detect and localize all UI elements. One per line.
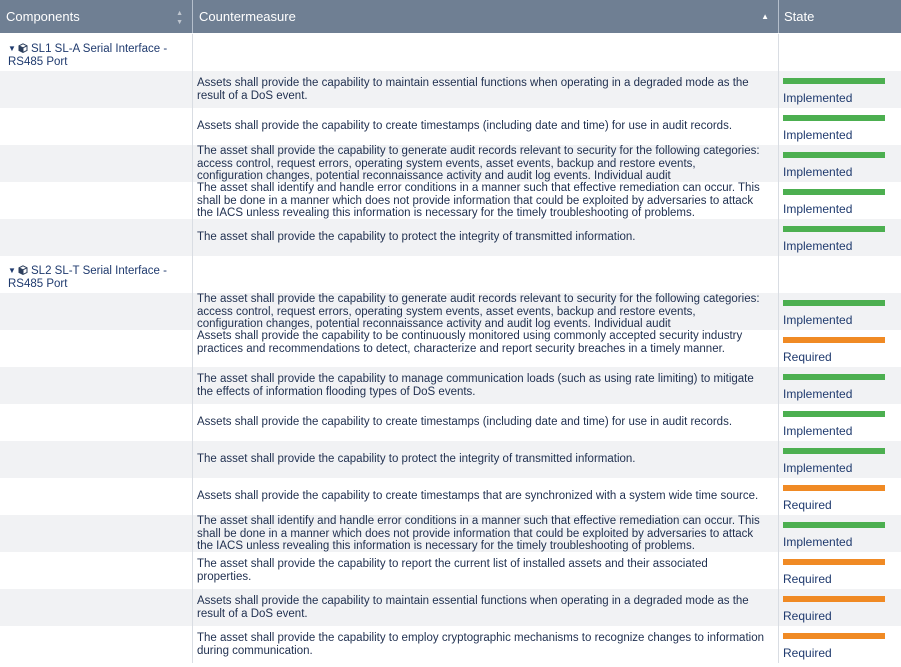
group-countermeasure-cell — [193, 34, 779, 71]
expand-toggle-icon[interactable]: ▼ — [8, 44, 16, 53]
sort-ascending-icon[interactable]: ▲ — [761, 12, 769, 21]
countermeasure-cell[interactable] — [193, 293, 779, 330]
state-label: Required — [783, 609, 832, 623]
countermeasure-cell[interactable] — [193, 182, 779, 219]
state-cell[interactable] — [779, 71, 901, 108]
state-cell[interactable] — [779, 367, 901, 404]
component-cell — [0, 589, 193, 626]
state-label: Implemented — [783, 202, 853, 216]
state-cell[interactable] — [779, 330, 901, 367]
countermeasure-cell[interactable] — [193, 108, 779, 145]
state-bar — [783, 78, 885, 84]
table-row[interactable] — [0, 589, 901, 626]
state-cell[interactable] — [779, 182, 901, 219]
component-cube-icon — [18, 265, 28, 275]
countermeasure-text: The asset shall identify and handle error conditions in a manner such that effective remediation can occur. This shall be done in a manner which does not provide information that could be exploited by adversaries to attack the IACS unless revealing this information is necessary for the timely troubleshooting of problems. — [197, 182, 760, 219]
state-cell[interactable] — [779, 108, 901, 145]
component-cell — [0, 367, 193, 404]
countermeasure-text: The asset shall provide the capability to protect the integrity of transmitted information. — [197, 231, 636, 244]
component-cell — [0, 219, 193, 256]
table-row[interactable] — [0, 293, 901, 330]
group-state-cell — [779, 34, 901, 71]
column-header-components[interactable] — [0, 0, 193, 33]
countermeasure-cell[interactable] — [193, 145, 779, 182]
component-cell — [0, 515, 193, 552]
table-row[interactable] — [0, 219, 901, 256]
column-header-state-label: State — [784, 9, 815, 24]
state-label: Implemented — [783, 535, 853, 549]
state-label: Implemented — [783, 424, 853, 438]
table-row[interactable] — [0, 145, 901, 182]
state-label: Implemented — [783, 461, 853, 475]
countermeasure-cell[interactable] — [193, 441, 779, 478]
group-component-cell[interactable] — [0, 34, 193, 71]
state-bar — [783, 152, 885, 158]
state-bar — [783, 596, 885, 602]
group-state-cell — [779, 256, 901, 293]
state-label: Implemented — [783, 387, 853, 401]
state-cell[interactable] — [779, 293, 901, 330]
component-cell — [0, 71, 193, 108]
countermeasure-text: The asset shall provide the capability to employ cryptographic mechanisms to recognize changes to information during communication. — [197, 632, 764, 657]
state-cell[interactable] — [779, 626, 901, 663]
state-cell[interactable] — [779, 145, 901, 182]
state-bar — [783, 337, 885, 343]
countermeasure-text: The asset shall provide the capability to protect the integrity of transmitted information. — [197, 453, 636, 466]
component-cell — [0, 330, 193, 367]
column-header-countermeasure[interactable] — [193, 0, 779, 33]
grid-header — [0, 0, 901, 33]
component-cell — [0, 441, 193, 478]
countermeasure-cell[interactable] — [193, 71, 779, 108]
state-bar — [783, 115, 885, 121]
countermeasure-cell[interactable] — [193, 478, 779, 515]
countermeasure-cell[interactable] — [193, 219, 779, 256]
table-row[interactable] — [0, 182, 901, 219]
table-row[interactable] — [0, 71, 901, 108]
state-cell[interactable] — [779, 515, 901, 552]
countermeasure-cell[interactable] — [193, 552, 779, 589]
group-label[interactable] — [8, 264, 188, 291]
countermeasure-text: The asset shall identify and handle error conditions in a manner such that effective remediation can occur. This shall be done in a manner which does not provide information that could be exploited by adversaries to attack the IACS unless revealing this information is necessary for the timely troubleshooting of problems. — [197, 515, 760, 552]
countermeasure-text: Assets shall provide the capability to create timestamps that are synchronized with a system wide time source. — [197, 490, 759, 503]
table-row[interactable] — [0, 330, 901, 367]
state-label: Required — [783, 572, 832, 586]
group-row[interactable] — [0, 34, 901, 71]
state-cell[interactable] — [779, 404, 901, 441]
group-label-text: SL2 SL-T Serial Interface - RS485 Port — [8, 265, 167, 290]
state-label: Required — [783, 350, 832, 364]
group-countermeasure-cell — [193, 256, 779, 293]
state-cell[interactable] — [779, 219, 901, 256]
state-bar — [783, 374, 885, 380]
countermeasure-text: The asset shall provide the capability to report the current list of installed assets and their associated properties. — [197, 558, 708, 583]
sort-icon[interactable]: ▲ ▼ — [176, 10, 183, 26]
state-bar — [783, 559, 885, 565]
column-header-state[interactable] — [779, 0, 901, 33]
state-label: Implemented — [783, 128, 853, 142]
group-component-cell[interactable] — [0, 256, 193, 293]
countermeasure-text: The asset shall provide the capability to generate audit records relevant to security for the following categories: access control, request errors, operating system events, asset events, backup and restore events, configuration changes, potential reconnaissance activity and audit log events. Individual audit — [197, 293, 760, 330]
countermeasure-text: Assets shall provide the capability to maintain essential functions when operating in a degraded mode as the result of a DoS event. — [197, 595, 749, 620]
countermeasure-text: The asset shall provide the capability to generate audit records relevant to security for the following categories: access control, request errors, operating system events, asset events, backup and restore events, configuration changes, potential reconnaissance activity and audit log events. Individual audit — [197, 145, 760, 182]
column-header-countermeasure-label: Countermeasure — [199, 9, 296, 24]
countermeasure-text: Assets shall provide the capability to maintain essential functions when operating in a degraded mode as the result of a DoS event. — [197, 77, 749, 102]
countermeasure-cell[interactable] — [193, 367, 779, 404]
state-cell[interactable] — [779, 589, 901, 626]
table-row[interactable] — [0, 515, 901, 552]
group-row[interactable] — [0, 256, 901, 293]
column-header-components-label: Components — [6, 9, 80, 24]
state-label: Implemented — [783, 239, 853, 253]
state-label: Implemented — [783, 313, 853, 327]
countermeasure-text: Assets shall provide the capability to create timestamps (including date and time) for use in audit records. — [197, 120, 733, 133]
countermeasure-cell[interactable] — [193, 626, 779, 663]
state-label: Required — [783, 646, 832, 660]
state-label: Implemented — [783, 91, 853, 105]
table-row[interactable] — [0, 441, 901, 478]
state-bar — [783, 411, 885, 417]
group-label[interactable] — [8, 42, 188, 69]
countermeasure-cell[interactable] — [193, 330, 779, 367]
table-row[interactable] — [0, 367, 901, 404]
component-cube-icon — [18, 43, 28, 53]
countermeasure-cell[interactable] — [193, 404, 779, 441]
component-cell — [0, 626, 193, 663]
state-bar — [783, 448, 885, 454]
state-bar — [783, 522, 885, 528]
component-cell — [0, 552, 193, 589]
component-cell — [0, 145, 193, 182]
state-label: Required — [783, 498, 832, 512]
state-cell[interactable] — [779, 441, 901, 478]
component-cell — [0, 404, 193, 441]
state-cell[interactable] — [779, 552, 901, 589]
state-bar — [783, 300, 885, 306]
component-cell — [0, 182, 193, 219]
group-label-text: SL1 SL-A Serial Interface - RS485 Port — [8, 43, 168, 68]
countermeasure-text: Assets shall provide the capability to create timestamps (including date and time) for use in audit records. — [197, 416, 733, 429]
component-cell — [0, 293, 193, 330]
table-row[interactable] — [0, 552, 901, 589]
countermeasure-text: Assets shall provide the capability to be continuously monitored using commonly accepted security industry practices and recommendations to detect, characterize and report security breaches in a timely manner. — [197, 330, 743, 355]
component-cell — [0, 478, 193, 515]
component-cell — [0, 108, 193, 145]
grid-body — [0, 34, 901, 663]
table-row[interactable] — [0, 108, 901, 145]
countermeasure-text: The asset shall provide the capability to manage communication loads (such as using rate limiting) to mitigate the effects of information flooding types of DoS events. — [197, 373, 754, 398]
state-label: Implemented — [783, 165, 853, 179]
table-row[interactable] — [0, 404, 901, 441]
state-bar — [783, 189, 885, 195]
countermeasure-cell[interactable] — [193, 589, 779, 626]
state-bar — [783, 633, 885, 639]
expand-toggle-icon[interactable]: ▼ — [8, 266, 16, 275]
state-bar — [783, 226, 885, 232]
state-cell[interactable] — [779, 478, 901, 515]
table-row[interactable] — [0, 478, 901, 515]
countermeasure-cell[interactable] — [193, 515, 779, 552]
state-bar — [783, 485, 885, 491]
table-row[interactable] — [0, 626, 901, 663]
